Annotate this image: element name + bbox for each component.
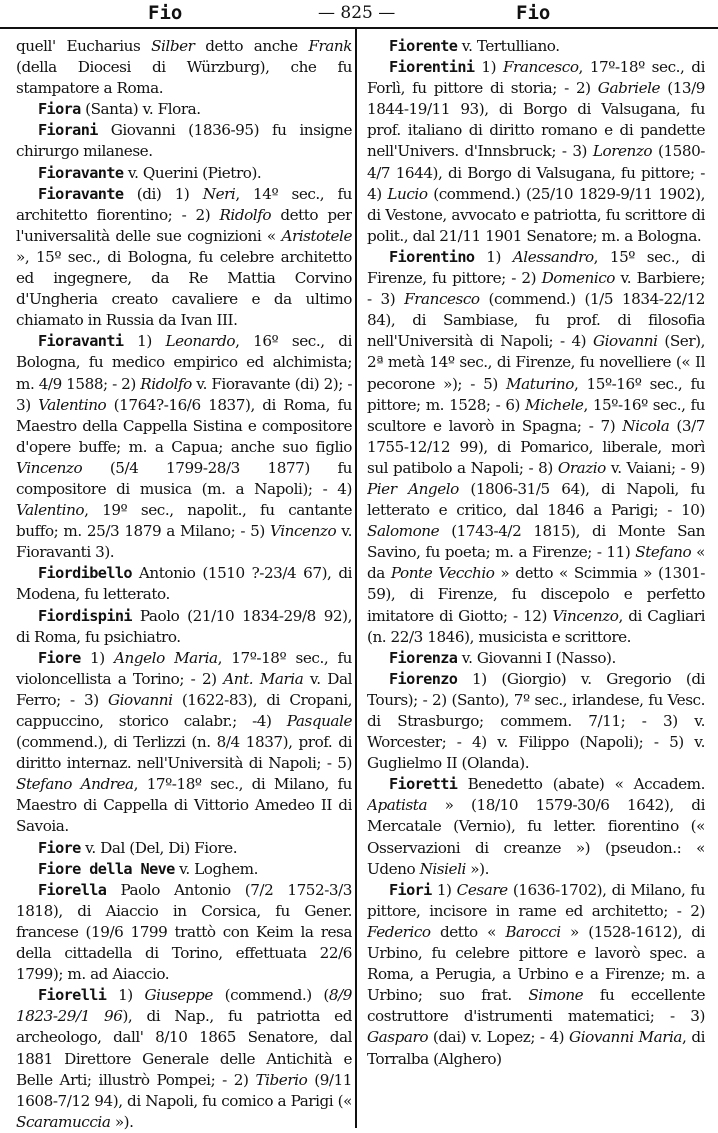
entry-text: 1) [474, 247, 513, 266]
entry-text: v. Dal (Del, Di) Fiore. [80, 838, 238, 857]
dictionary-entry [16, 838, 352, 859]
entry-italic-text: Neri [202, 184, 236, 203]
entry-italic-text: Aristotele [281, 226, 352, 245]
entry-text: (1806-31/5 64), di Napoli, fu letterato e critico, dal 1846 a Parigi; - 10) [367, 479, 705, 520]
entry-text: Antonio (1510 ?-23/4 67), di Modena, fu letterato. [16, 564, 352, 604]
entry-text: (1743-4/2 1815), di Monte San Savino, fu poeta; m. a Firenze; - 11) [367, 522, 705, 562]
entry-italic-text: Michele [525, 395, 584, 414]
entry-italic-text: 8/9 1823-29/1 96 [16, 986, 352, 1026]
dictionary-entry [16, 859, 352, 880]
entry-italic-text: Gabriele [597, 79, 661, 98]
entry-italic-text: Ant. Maria [223, 669, 304, 688]
entry-text: v. Giovanni I (Nasso). [457, 648, 616, 667]
entry-headword: Fiorentino [389, 247, 475, 266]
dictionary-entry [16, 606, 352, 648]
entry-text: Paolo Antonio (7/2 1752-3/3 1818), di Aiaccio in Corsica, fu Gener. francese (19/6 1799 trattò con Keim la resa della cittadella di Torino, effettuata 22/6 1799); m. ad Aiaccio. [16, 880, 352, 984]
dictionary-entry [16, 163, 352, 184]
entry-italic-text: Giuseppe [144, 986, 213, 1005]
page-number: — 825 — [318, 3, 396, 23]
entry-headword: Fioravante [38, 163, 124, 182]
entry-text: (della Diocesi di Würzburg), che fu stampatore a Roma. [16, 58, 352, 98]
entry-text: (Ser), 2ª metà 14º sec., di Firenze, fu novelliere (« Il pecorone »); - 5) [367, 332, 705, 393]
entry-text: , 19º sec., napolit., fu cantante buffo; m. 25/3 1879 a Milano; - 5) [16, 501, 352, 541]
dictionary-entry [367, 669, 705, 774]
dictionary-entry [367, 648, 705, 669]
entry-italic-text: Giovanni [107, 690, 173, 709]
entry-headword: Fiore [38, 838, 81, 857]
entry-text: (commend.), di Terlizzi (n. 8/4 1837), prof. di diritto internaz. nell'Università di Napoli; - 5) [16, 733, 352, 773]
entry-italic-text: Orazio [557, 458, 606, 477]
entry-italic-text: Maturino [506, 374, 574, 393]
entry-italic-text: Nisieli [419, 859, 466, 878]
entry-text: (commend.) ( [212, 986, 329, 1005]
entry-italic-text: Francesco [404, 290, 480, 309]
entry-text: , 17º-18º sec., di Milano, fu Maestro di Cappella di Vittorio Amedeo II di Savoia. [16, 775, 352, 836]
entry-text: (commend.) (25/10 1829-9/11 1902), di Vestone, avvocato e patriotta, fu scrittore di polit., dal 21/11 1901 Senatore; m. a Bologna. [367, 184, 705, 245]
entry-text: quell' Eucharius [16, 37, 152, 55]
page-header [0, 0, 718, 29]
entry-text: Giovanni (1836-95) fu insigne chirurgo milanese. [16, 121, 352, 161]
entry-italic-text: Giovanni [592, 332, 658, 351]
entry-text: 1) [431, 880, 457, 899]
entry-text: (commend.) (1/5 1834-22/12 84), di Sambiase, fu prof. di filosofia nell'Università di Napoli; - 4) [367, 290, 705, 351]
entry-headword: Fiore della Neve [38, 859, 175, 878]
entry-text: 1) [80, 648, 115, 667]
dictionary-entry [16, 648, 352, 838]
entry-text: v. Fioravante (di) 2); - 3) [16, 374, 352, 414]
entry-italic-text: Alessandro [512, 247, 594, 266]
entry-text: , 14º sec., fu architetto fiorentino; - 2) [16, 184, 352, 224]
entry-text: (1764?-16/6 1837), di Roma, fu Maestro della Cappella Sistina e compositore d'opere buffe; m. a Capua; anche suo figlio [16, 395, 352, 456]
entry-italic-text: Angelo Maria [114, 648, 218, 667]
entry-text: 1) [106, 986, 145, 1005]
entry-text: v. Fioravanti 3). [16, 522, 352, 562]
dictionary-entry [367, 36, 705, 57]
entry-text: detto « [430, 922, 506, 941]
entry-italic-text: Stefano Andrea [16, 775, 134, 794]
entry-headword: Fioravante [38, 184, 124, 203]
entry-text: », 15º sec., di Bologna, fu celebre architetto ed ingegnere, da Re Mattia Corvino d'Ungheria creato cavaliere e da ultimo chiamato in Russia da Ivan III. [16, 247, 352, 330]
entry-headword: Fioravanti [38, 332, 124, 351]
entry-headword: Fiore [38, 648, 81, 667]
dictionary-entry [367, 880, 705, 1070]
dictionary-entry [367, 774, 705, 879]
entry-italic-text: Scaramuccia [16, 1112, 111, 1131]
dictionary-entry [16, 331, 352, 563]
entry-text: 1) [123, 332, 166, 351]
entry-headword: Fiorella [38, 880, 107, 899]
entry-text: (1580-4/7 1644), di Borgo di Valsugana, fu pittore; - 4) [367, 142, 705, 203]
dictionary-entry [16, 880, 352, 985]
entry-italic-text: Federico [367, 922, 431, 941]
entry-headword: Fiorani [38, 121, 98, 140]
entry-italic-text: Valentino [16, 501, 85, 520]
entry-text: v. Querini (Pietro). [123, 163, 262, 182]
entry-text: fu eccellente costruttore d'istrumenti matematici; - 3) [367, 986, 705, 1026]
entry-text: ), di Nap., fu patriotta ed archeologo, dall' 8/10 1865 Senatore, dal 1881 Direttore Generale delle Antichità e Belle Arti; illustrò Pompei; - 2) [16, 1007, 352, 1089]
entry-text: 1) [474, 58, 503, 77]
entry-text: detto anche [194, 37, 309, 55]
entry-italic-text: Pasquale [286, 712, 352, 730]
entry-italic-text: Giovanni Maria [569, 1028, 683, 1047]
dictionary-entry [16, 184, 352, 332]
entry-text: »). [110, 1112, 134, 1131]
entry-headword: Fiorente [389, 37, 458, 55]
entry-text: » detto « Scimmia » (1301-59), di Firenze, fu discepolo e perfetto imitatore di Giotto; - 12) [367, 564, 705, 625]
column-divider [355, 28, 357, 1128]
entry-italic-text: Frank [308, 37, 352, 55]
entry-text: (Santa) v. Flora. [80, 100, 201, 119]
entry-text: (di) 1) [123, 184, 203, 203]
entry-italic-text: Domenico [541, 269, 615, 288]
entry-text: 1) (Giorgio) v. Gregorio (di Tours); - 2) (Santo), 7º sec., irlandese, fu Vesc. di Strasburgo; commem. 7/11; - 3) v. Worcester; - 4) v. Filippo (Napoli); - 5) v. Guglielmo II (Olanda). [367, 669, 705, 773]
entry-text: Paolo (21/10 1834-29/8 92), di Roma, fu psichiatro. [16, 606, 352, 646]
dictionary-entry [367, 57, 705, 247]
entry-headword: Fiorelli [38, 986, 107, 1005]
entry-italic-text: Simone [528, 986, 584, 1005]
entry-text: (3/7 1755-12/12 99), di Pomarico, liberale, morì sul patibolo a Napoli; - 8) [367, 416, 705, 477]
left-column [16, 36, 352, 1133]
entry-text: , di Cagliari (n. 22/3 1846), musicista e scrittore. [367, 606, 705, 646]
entry-headword: Fioretti [389, 775, 458, 794]
entry-text: v. Vaiani; - 9) [605, 458, 705, 477]
entry-headword: Fiorentini [389, 58, 475, 77]
entry-italic-text: Vincenzo [270, 522, 337, 541]
entry-headword: Fiora [38, 100, 81, 119]
entry-italic-text: Nicola [622, 416, 670, 435]
entry-text: (dai) v. Lopez; - 4) [428, 1028, 570, 1047]
entry-text: , 16º sec., di Bologna, fu medico empirico ed alchimista; m. 4/9 1588; - 2) [16, 332, 352, 393]
entry-italic-text: Stefano [635, 543, 692, 562]
entry-text: , 15º-16º sec., fu pittore; m. 1528; - 6) [367, 374, 705, 414]
entry-italic-text: Silber [151, 37, 195, 55]
dictionary-entry [16, 36, 352, 99]
dictionary-entry [16, 120, 352, 162]
dictionary-entry [367, 247, 705, 648]
entry-italic-text: Pier Angelo [367, 479, 459, 498]
entry-italic-text: Vincenzo [552, 606, 619, 625]
entry-italic-text: Tiberio [255, 1070, 308, 1089]
right-column [367, 36, 705, 1070]
entry-italic-text: Barocci [505, 922, 561, 941]
entry-italic-text: Gasparo [367, 1028, 429, 1047]
entry-text: » (1528-1612), di Urbino, fu celebre pittore e lavorò spec. a Roma, a Perugia, a Urbino e a Firenze; m. a Urbino; suo frat. [367, 922, 705, 1005]
entry-text: , 15º-16º sec., fu scultore e lavorò in Spagna; - 7) [367, 395, 705, 435]
entry-headword: Fiordispini [38, 606, 132, 625]
entry-italic-text: Francesco [503, 58, 579, 77]
entry-text: v. Tertulliano. [457, 37, 560, 55]
entry-text: , 15º sec., di Firenze, fu pittore; - 2) [367, 247, 705, 288]
dictionary-entry [16, 985, 352, 1133]
entry-italic-text: Apatista [367, 796, 428, 815]
running-head-right: Fio [516, 2, 551, 24]
entry-text: (5/4 1799-28/3 1877) fu compositore di musica (m. a Napoli); - 4) [16, 458, 352, 498]
entry-text: , 17º-18º sec., di Forlì, fu pittore di storia; - 2) [367, 58, 705, 98]
entry-headword: Fiori [389, 880, 432, 899]
entry-text: (13/9 1844-19/11 93), di Borgo di Valsugana, fu prof. italiano di diritto romano e di pandette nell'Univers. d'Innsbruck; - 3) [367, 79, 705, 161]
entry-text: (1636-1702), di Milano, fu pittore, incisore in rame ed architetto; - 2) [367, 880, 705, 920]
entry-text: v. Barbiere; - 3) [367, 269, 705, 309]
entry-italic-text: Lucio [387, 184, 428, 203]
dictionary-entry [16, 99, 352, 120]
entry-italic-text: Lorenzo [592, 142, 653, 161]
entry-italic-text: Ridolfo [140, 374, 192, 393]
entry-text: (9/11 1608-7/12 94), di Napoli, fu comico a Parigi (« [16, 1070, 352, 1110]
entry-text: detto per l'universalità delle sue cognizioni « [16, 205, 352, 245]
entry-italic-text: Vincenzo [16, 458, 83, 477]
running-head-left: Fio [148, 2, 183, 24]
entry-headword: Fiorenzo [389, 669, 458, 688]
entry-italic-text: Cesare [456, 880, 508, 899]
entry-text: « da [367, 543, 705, 583]
entry-italic-text: Salomone [367, 522, 440, 541]
entry-text: »). [465, 859, 489, 878]
entry-italic-text: Valentino [38, 395, 107, 414]
entry-text: , di Torralba (Alghero) [367, 1028, 705, 1068]
entry-italic-text: Ponte Vecchio [390, 564, 495, 583]
entry-text: Benedetto (abate) « Accadem. [457, 775, 705, 794]
entry-text: v. Loghem. [174, 859, 258, 878]
entry-text: , 17º-18º sec., fu violoncellista a Torino; - 2) [16, 648, 352, 688]
entry-headword: Fiordibello [38, 564, 132, 583]
dictionary-entry [16, 563, 352, 605]
entry-text: (1622-83), di Cropani, cappuccino, storico calabr.; -4) [16, 690, 352, 730]
entry-headword: Fiorenza [389, 648, 458, 667]
entry-italic-text: Leonardo [165, 332, 236, 351]
entry-text: » (18/10 1579-30/6 1642), di Mercatale (Vernio), fu letter. fiorentino (« Osservazioni di creanze ») (pseudon.: « Udeno [367, 796, 705, 878]
entry-text: v. Dal Ferro; - 3) [16, 669, 352, 709]
entry-italic-text: Ridolfo [219, 205, 272, 224]
